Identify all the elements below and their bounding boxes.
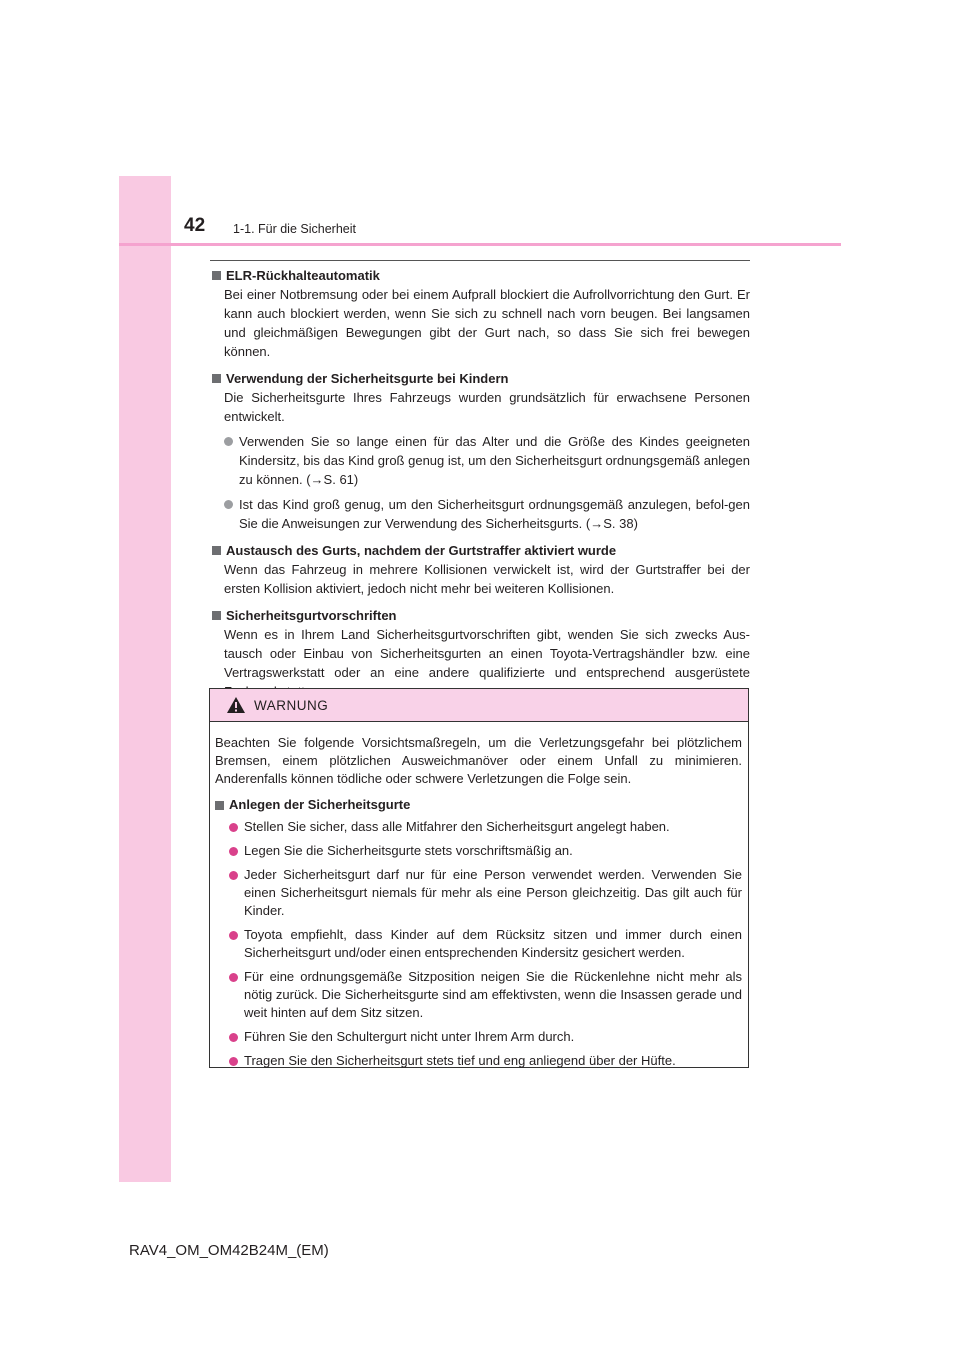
main-content	[210, 266, 750, 709]
warning-heading: Anlegen der Sicherheitsgurte	[229, 797, 411, 812]
list-item-text: Legen Sie die Sicherheitsgurte stets vorschriftsmäßig an.	[244, 843, 573, 858]
list-item-text: Verwenden Sie so lange einen für das Alter und die Größe des Kindes geeigneten Kindersitz, bis das Kind groß genug ist, um den Sicherheitsgurt ordnungsgemäß anlegen zu können. (→S. 61)	[239, 434, 750, 487]
bullet-dot-icon	[229, 823, 238, 832]
section-heading: Austausch des Gurts, nachdem der Gurtstraffer aktiviert wurde	[226, 543, 617, 558]
section-belt-replacement	[210, 541, 750, 598]
page-number: 42	[184, 215, 206, 236]
list-item-text: Jeder Sicherheitsgurt darf nur für eine Person verwendet werden. Verwenden Sie einen Sicherheitsgurt niemals für mehr als eine Person gleichzeitig. Das gilt auch für Kinder.	[244, 867, 742, 918]
list-item-text: Für eine ordnungsgemäße Sitzposition neigen Sie die Rückenlehne nicht mehr als nötig zurück. Die Sicherheitsgurte sind am effektivsten, wenn die Insassen gerade und weit hinten auf dem Sitz sitzen.	[244, 969, 742, 1020]
content-top-rule	[210, 260, 750, 261]
square-bullet-icon	[212, 546, 221, 555]
section-paragraph: Wenn es in Ihrem Land Sicherheitsgurtvorschriften gibt, wenden Sie sich zwecks Aus-tausch oder Einbau von Sicherheitsgurten an einen Toyota-Vertragshändler bzw. eine Vertragswerkstatt oder an eine andere qualifizierte und entsprechend ausgerüstete	[224, 627, 750, 680]
section-elr	[210, 266, 750, 361]
list-item-text: Toyota empfiehlt, dass Kinder auf dem Rücksitz sitzen und immer durch einen Sicherheitsgurt und/oder einen entsprechenden Kindersitz gesichert werden.	[244, 927, 742, 960]
square-bullet-icon	[212, 374, 221, 383]
warning-box	[209, 688, 749, 1068]
square-bullet-icon	[212, 611, 221, 620]
warning-title: WARNUNG	[254, 697, 329, 713]
bullet-dot-icon	[229, 1057, 238, 1066]
bullet-dot-icon	[229, 973, 238, 982]
section-paragraph: Die Sicherheitsgurte Ihres Fahrzeugs wurden grundsätzlich für erwachsene Personen entwickelt.	[224, 390, 750, 424]
header-rule	[119, 243, 841, 246]
warning-header	[210, 689, 748, 722]
section-heading: Verwendung der Sicherheitsgurte bei Kindern	[226, 371, 509, 386]
section-heading: ELR-Rückhalteautomatik	[226, 268, 380, 283]
bullet-dot-icon	[229, 871, 238, 880]
footer-code: RAV4_OM_OM42B24M_(EM)	[129, 1242, 329, 1259]
list-item	[229, 926, 742, 962]
section-children	[210, 369, 750, 533]
section-regulations	[210, 606, 750, 701]
list-item	[229, 866, 742, 920]
list-item-text: Führen Sie den Schultergurt nicht unter Ihrem Arm durch.	[244, 1029, 575, 1044]
square-bullet-icon	[215, 801, 224, 810]
chapter-side-tab	[119, 176, 171, 1182]
bullet-dot-icon	[229, 931, 238, 940]
section-heading: Sicherheitsgurtvorschriften	[226, 608, 397, 623]
section-paragraph: Bei einer Notbremsung oder bei einem Aufprall blockiert die Aufrollvorrichtung den Gurt. Er kann auch blockiert werden, wenn Sie sich zu schnell nach vorn beugen. Bei langsamen und gleichmäßigen Bewegungen gibt der Gurt nach, so dass Sie sich frei bewegen können.	[224, 287, 750, 359]
warning-triangle-icon	[226, 696, 246, 714]
list-item	[224, 432, 750, 489]
list-item	[229, 968, 742, 1022]
list-item	[224, 495, 750, 533]
list-item	[229, 818, 742, 836]
bullet-dot-icon	[224, 500, 233, 509]
chapter-title: 1-1. Für die Sicherheit	[233, 222, 356, 236]
bullet-dot-icon	[229, 847, 238, 856]
list-item	[229, 842, 742, 860]
bullet-dot-icon	[229, 1033, 238, 1042]
square-bullet-icon	[212, 271, 221, 280]
warning-intro: Beachten Sie folgende Vorsichtsmaßregeln, um die Verletzungsgefahr bei plötzlichem Bremsen, einem plötzlichen Ausweichmanöver oder einem Unfall zu minimieren. Anderenfalls können tödliche oder schwere Verletzungen die Folge sein.	[215, 735, 742, 786]
list-item-text: Stellen Sie sicher, dass alle Mitfahrer den Sicherheitsgurt angelegt haben.	[244, 819, 670, 834]
list-item	[229, 1028, 742, 1046]
section-paragraph: Wenn das Fahrzeug in mehrere Kollisionen verwickelt ist, wird der Gurtstraffer bei der ersten Kollision aktiviert, jedoch nicht mehr bei weiteren Kollisionen.	[224, 562, 750, 596]
warning-body	[210, 722, 748, 1070]
bullet-dot-icon	[224, 437, 233, 446]
list-item	[229, 1052, 742, 1070]
list-item-text: Ist das Kind groß genug, um den Sicherheitsgurt ordnungsgemäß anzulegen, befol-gen Sie die Anweisungen zur Verwendung des Sicherheitsgurts. (→S. 38)	[239, 497, 750, 531]
list-item-text: Tragen Sie den Sicherheitsgurt stets tief und eng anliegend über der Hüfte.	[244, 1053, 676, 1068]
